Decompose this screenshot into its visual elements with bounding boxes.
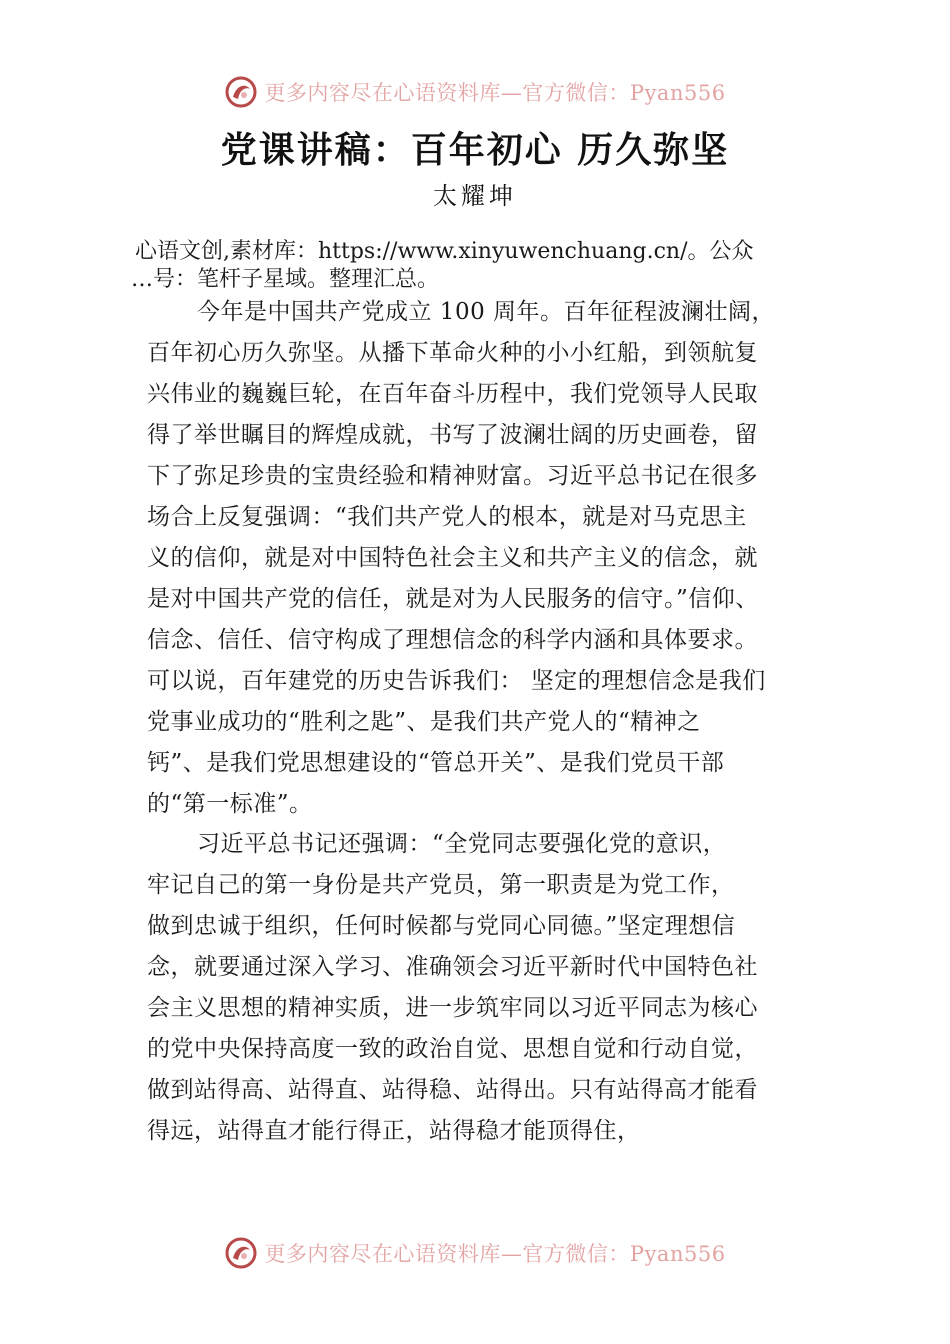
text-line: 牢记自己的第一身份是共产党员，第一职责是为党工作，	[147, 872, 735, 898]
text-line: 的“第一标准”。	[147, 791, 313, 817]
source-note	[131, 238, 825, 294]
text-line: 钙”、是我们党思想建设的“管总开关”、是我们党员干部	[147, 750, 725, 776]
text-line: 场合上反复强调：“我们共产党人的根本，就是对马克思主	[147, 504, 747, 530]
document-title: 党课讲稿：百年初心 历久弥坚	[220, 129, 730, 171]
document-author: 太耀坤	[433, 182, 517, 210]
text-line: 党事业成功的“胜利之匙”、是我们共产党人的“精神之	[147, 709, 701, 735]
brand-logo-icon	[224, 75, 258, 109]
text-line: 会主义思想的精神实质，进一步筑牢同以习近平同志为核心	[147, 995, 758, 1021]
header-banner-text: 更多内容尽在心语资料库—官方微信：Pyan556	[264, 81, 726, 105]
text-line: 是对中国共产党的信任，就是对为人民服务的信守。”信仰、	[147, 586, 759, 612]
footer-banner-text: 更多内容尽在心语资料库—官方微信：Pyan556	[264, 1242, 726, 1266]
source-note-line: …号：笔杆子星域。整理汇总。	[131, 267, 440, 292]
brand-logo-icon	[224, 1236, 258, 1270]
text-line: 百年初心历久弥坚。从播下革命火种的小小红船，到领航复	[147, 340, 758, 366]
text-line: 义的信仰，就是对中国特色社会主义和共产主义的信念，就	[147, 545, 758, 571]
text-line: 做到站得高、站得直、站得稳、站得出。只有站得高才能看	[147, 1077, 758, 1103]
header-banner	[0, 72, 950, 112]
text-line: 得了举世瞩目的辉煌成就，书写了波澜壮阔的历史画卷，留	[147, 422, 758, 448]
text-line: 今年是中国共产党成立 100 周年。百年征程波澜壮阔，	[197, 299, 776, 325]
text-line: 可以说，百年建党的历史告诉我们： 坚定的理想信念是我们	[147, 668, 766, 694]
text-line: 信念、信任、信守构成了理想信念的科学内涵和具体要求。	[147, 627, 758, 653]
text-line: 下了弥足珍贵的宝贵经验和精神财富。习近平总书记在很多	[147, 463, 758, 489]
text-line: 得远，站得直才能行得正，站得稳才能顶得住，	[147, 1118, 641, 1144]
paragraph-2	[147, 824, 827, 1152]
text-line: 习近平总书记还强调：“全党同志要强化党的意识，	[197, 831, 727, 857]
paragraph-1	[147, 292, 827, 825]
footer-banner	[0, 1233, 950, 1273]
source-note-line: 心语文创,素材库：https://www.xinyuwenchuang.cn/。公众	[135, 239, 754, 264]
text-line: 念，就要通过深入学习、准确领会习近平新时代中国特色社	[147, 954, 758, 980]
text-line: 做到忠诚于组织，任何时候都与党同心同德。”坚定理想信	[147, 913, 736, 939]
text-line: 的党中央保持高度一致的政治自觉、思想自觉和行动自觉，	[147, 1036, 758, 1062]
text-line: 兴伟业的巍巍巨轮，在百年奋斗历程中，我们党领导人民取	[147, 381, 758, 407]
